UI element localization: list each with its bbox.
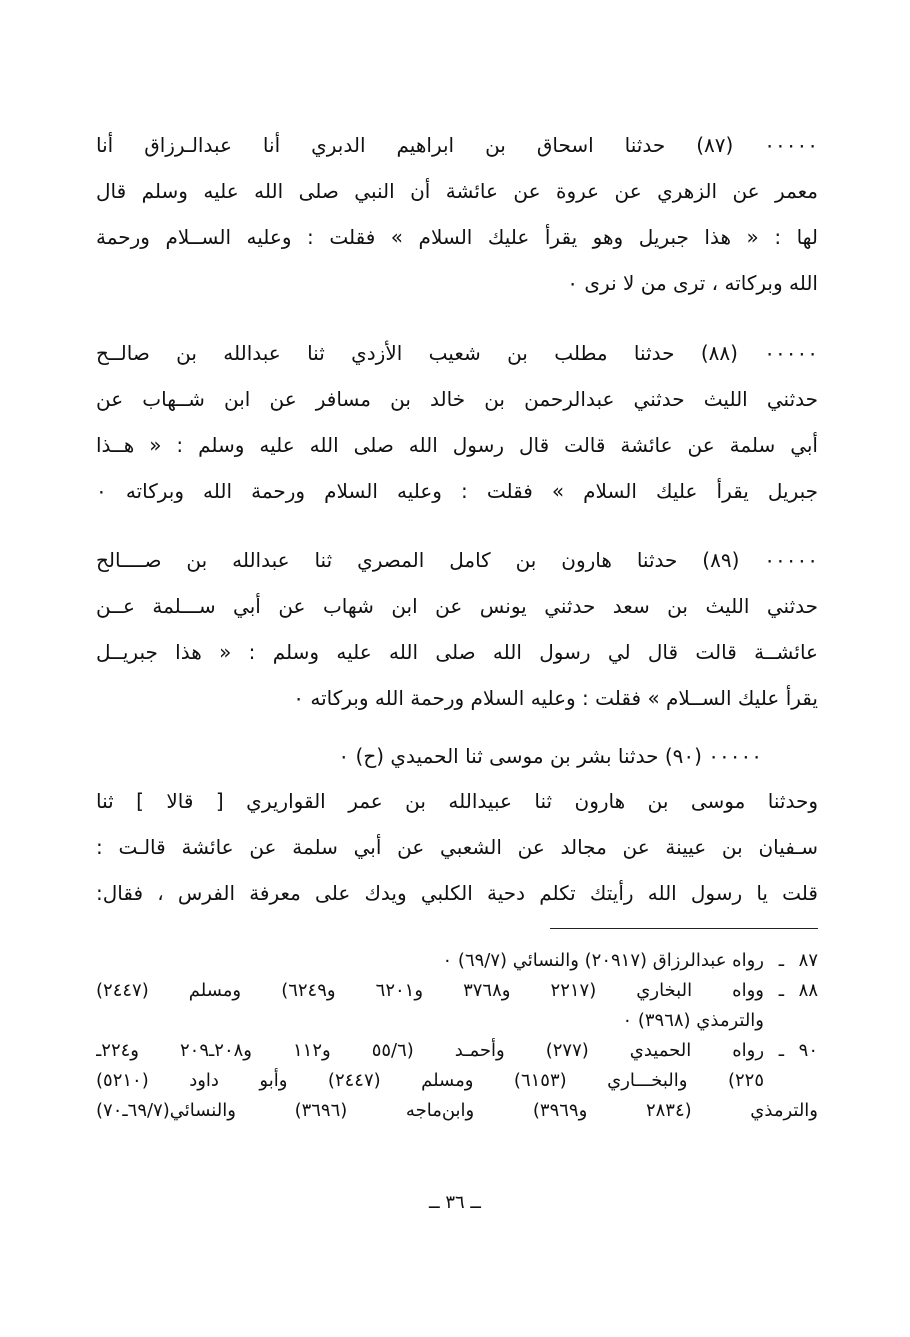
footnote-number: ٨٨	[798, 980, 818, 1001]
footnote-line: رواه عبدالرزاق (٢٠٩١٧) والنسائي (٦٩/٧) ٠	[442, 950, 764, 971]
text-line: معمر عن الزهري عن عروة عن عائشة أن النبي صلى الله عليه وسلم قال	[96, 179, 818, 203]
footnote-line: ٢٢٥) والبخـــاري (٦١٥٣) ومسلم (٢٤٤٧) وأبو داود (٥٢١٠)	[96, 1070, 764, 1091]
text-line: قلت يا رسول الله رأيتك تكلم دحية الكلبي ويدك على معرفة الفرس ، فقال:	[96, 881, 818, 905]
footnote-87	[96, 946, 818, 976]
footnote-dash: ـ	[778, 950, 784, 971]
text-line: جبريل يقرأ عليك السلام » فقلت : وعليه السلام ورحمة الله وبركاته ٠	[96, 479, 818, 503]
footnote-88	[96, 976, 818, 1036]
text-line: الله وبركاته ، ترى من لا نرى ٠	[567, 271, 818, 295]
text-line: عائشــة قالت قال لي رسول الله صلى الله عليه وسلم : « هذا جبريــل	[96, 640, 818, 664]
footnote-dash: ـ	[778, 1040, 784, 1061]
footnote-line: رواه الحميدي (٢٧٧) وأحمـد (٥٥/٦ و١١٢ و٢٠٨ـ٢٠٩ و٢٢٤ـ	[96, 1040, 764, 1061]
text-line: سـفيان بن عيينة عن مجالد عن الشعبي عن أبي سلمة عن عائشة قالـت :	[96, 835, 818, 859]
text-line: أبي سلمة عن عائشة قالت قال رسول الله صلى الله عليه وسلم : « هــذا	[96, 433, 818, 457]
text-line: يقرأ عليك الســلام » فقلت : وعليه السلام ورحمة الله وبركاته ٠	[293, 686, 818, 710]
footnote-line: والترمذي (٣٩٦٨) ٠	[622, 1010, 764, 1031]
footnote-90	[96, 1036, 818, 1126]
hadith-paragraph-90-isnad	[96, 733, 762, 779]
text-line: لها : « هذا جبريل وهو يقرأ عليك السلام » فقلت : وعليه الســلام ورحمة	[96, 225, 818, 249]
footnote-line: وواه البخاري (٢٢١٧ و٣٧٦٨ و٦٢٠١ و٦٢٤٩) ومسلم (٢٤٤٧)	[96, 980, 764, 1001]
text-line: ٠٠٠٠٠ (٨٧) حدثنا اسحاق بن ابراهيم الدبري أنا عبدالـرزاق أنا	[96, 133, 818, 157]
footnote-dash: ـ	[778, 980, 784, 1001]
footnote-line: والترمذي (٢٨٣٤ و٣٩٦٩) وابن‌ماجه (٣٦٩٦) والنسائي(٦٩/٧ـ٧٠)	[96, 1100, 818, 1121]
footnote-number: ٩٠	[798, 1040, 818, 1061]
hadith-paragraph-88	[96, 330, 818, 514]
text-line: حدثني الليث حدثني عبدالرحمن بن خالد بن مسافر عن ابن شــهاب عن	[96, 387, 818, 411]
footnote-body	[96, 946, 764, 976]
text-line: ٠٠٠٠٠ (٩٠) حدثنا بشر بن موسى ثنا الحميدي (ح) ٠	[338, 744, 762, 768]
hadith-paragraph-90	[96, 778, 818, 916]
hadith-paragraph-87	[96, 122, 818, 306]
text-line: ٠٠٠٠٠ (٨٨) حدثنا مطلب بن شعيب الأزدي ثنا عبدالله بن صالــح	[96, 341, 818, 365]
footnote-body	[96, 976, 764, 1036]
text-line: وحدثنا موسى بن هارون ثنا عبيدالله بن عمر القواريري [ قالا ] ثنا	[96, 789, 818, 813]
footnote-separator	[550, 928, 818, 929]
footnote-number: ٨٧	[798, 950, 818, 971]
text-line: ٠٠٠٠٠ (٨٩) حدثنا هارون بن كامل المصري ثنا عبدالله بن صــــالح	[96, 548, 818, 572]
footnotes	[96, 946, 818, 1126]
page-number: ــ ٣٦ ــ	[429, 1192, 481, 1213]
hadith-paragraph-89	[96, 537, 818, 721]
text-line: حدثني الليث بن سعد حدثني يونس عن ابن شهاب عن أبي ســـلمة عــن	[96, 594, 818, 618]
